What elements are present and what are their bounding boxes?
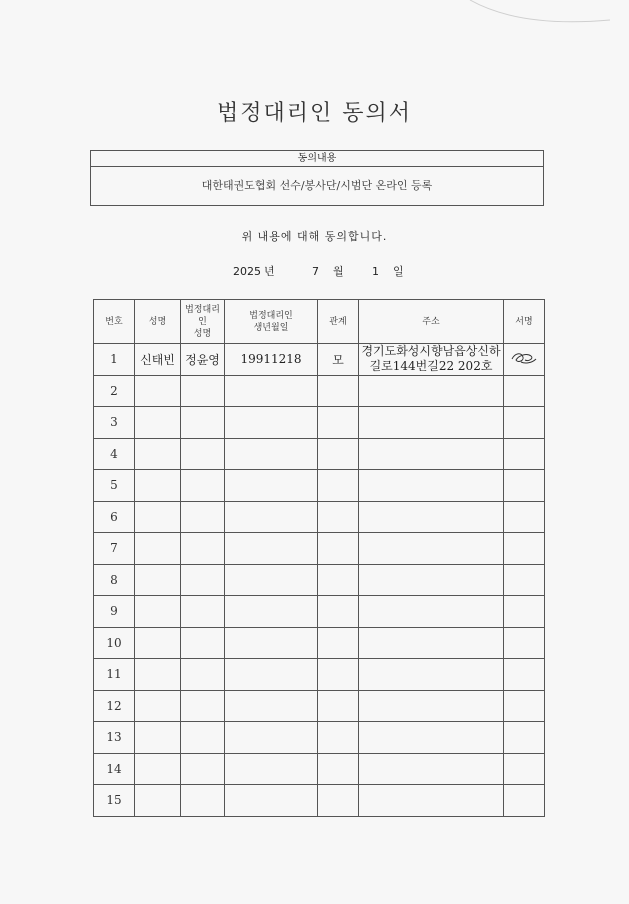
cell-relation xyxy=(318,627,359,659)
cell-name xyxy=(135,501,181,533)
cell-name xyxy=(135,722,181,754)
cell-relation xyxy=(318,596,359,628)
cell-signature xyxy=(504,375,545,407)
cell-guardian-name xyxy=(181,407,225,439)
cell-relation xyxy=(318,407,359,439)
table-row xyxy=(94,785,545,817)
cell-address xyxy=(359,438,504,470)
cell-relation xyxy=(318,722,359,754)
table-row xyxy=(94,564,545,596)
cell-name xyxy=(135,753,181,785)
cell-guardian-birth xyxy=(225,596,318,628)
table-header-row xyxy=(94,300,545,344)
cell-guardian-birth xyxy=(225,753,318,785)
cell-signature xyxy=(504,753,545,785)
cell-guardian-name xyxy=(181,722,225,754)
cell-address xyxy=(359,407,504,439)
cell-relation xyxy=(318,501,359,533)
cell-no: 14 xyxy=(94,753,135,785)
date-month xyxy=(312,263,344,279)
cell-name xyxy=(135,690,181,722)
header-guardian-name-line1: 법정대리 xyxy=(185,304,220,315)
table-row xyxy=(94,470,545,502)
table-row xyxy=(94,501,545,533)
cell-relation xyxy=(318,659,359,691)
consent-header: 동의내용 xyxy=(91,151,543,167)
cell-no: 4 xyxy=(94,438,135,470)
cell-address xyxy=(359,344,504,376)
cell-no: 15 xyxy=(94,785,135,817)
table-row xyxy=(94,722,545,754)
cell-guardian-birth xyxy=(225,627,318,659)
date-month-unit: 월 xyxy=(333,265,344,278)
cell-name xyxy=(135,533,181,565)
date-year-unit: 년 xyxy=(264,265,275,278)
cell-signature xyxy=(504,690,545,722)
cell-no: 6 xyxy=(94,501,135,533)
date-day-value: 1 xyxy=(372,265,379,278)
table-row xyxy=(94,438,545,470)
header-guardian-birth-line1: 법정대리인 xyxy=(249,310,293,321)
cell-guardian-name xyxy=(181,627,225,659)
cell-no: 1 xyxy=(94,344,135,376)
cell-relation: 모 xyxy=(318,344,359,376)
cell-no: 3 xyxy=(94,407,135,439)
header-guardian-name-line2: 인 xyxy=(198,316,207,327)
cell-guardian-birth xyxy=(225,659,318,691)
header-signature: 서명 xyxy=(504,300,545,344)
cell-name xyxy=(135,564,181,596)
table-row xyxy=(94,344,545,376)
cell-no: 7 xyxy=(94,533,135,565)
header-name: 성명 xyxy=(135,300,181,344)
guardian-table xyxy=(93,299,545,817)
cell-guardian-name xyxy=(181,690,225,722)
table-row xyxy=(94,659,545,691)
cell-address xyxy=(359,564,504,596)
cell-address xyxy=(359,470,504,502)
table-row xyxy=(94,627,545,659)
cell-guardian-birth xyxy=(225,501,318,533)
table-row xyxy=(94,753,545,785)
cell-address xyxy=(359,659,504,691)
cell-name xyxy=(135,596,181,628)
date-day-unit: 일 xyxy=(393,265,404,278)
cell-guardian-name: 정윤영 xyxy=(181,344,225,376)
cell-guardian-name xyxy=(181,375,225,407)
cell-no: 5 xyxy=(94,470,135,502)
cell-signature xyxy=(504,344,545,376)
cell-address xyxy=(359,690,504,722)
cell-name xyxy=(135,659,181,691)
date-day xyxy=(372,263,404,279)
cell-signature xyxy=(504,785,545,817)
cell-guardian-birth xyxy=(225,470,318,502)
cell-signature xyxy=(504,407,545,439)
cell-relation xyxy=(318,753,359,785)
cell-guardian-name xyxy=(181,564,225,596)
cell-guardian-name xyxy=(181,438,225,470)
address-line1: 경기도화성시향남읍상신하 xyxy=(361,344,501,359)
header-guardian-birth-line2: 생년월일 xyxy=(253,322,289,333)
cell-address xyxy=(359,375,504,407)
cell-name: 신태빈 xyxy=(135,344,181,376)
cell-address xyxy=(359,596,504,628)
cell-name xyxy=(135,470,181,502)
cell-relation xyxy=(318,690,359,722)
cell-name xyxy=(135,627,181,659)
table-row xyxy=(94,596,545,628)
cell-guardian-name xyxy=(181,659,225,691)
cell-signature xyxy=(504,501,545,533)
cell-guardian-birth: 19911218 xyxy=(225,344,318,376)
cell-signature xyxy=(504,659,545,691)
date-month-value: 7 xyxy=(312,265,319,278)
cell-guardian-name xyxy=(181,596,225,628)
header-relation: 관계 xyxy=(318,300,359,344)
table-row xyxy=(94,407,545,439)
header-guardian-name-line3: 성명 xyxy=(193,328,212,339)
cell-signature xyxy=(504,627,545,659)
cell-signature xyxy=(504,533,545,565)
cell-no: 9 xyxy=(94,596,135,628)
cell-no: 10 xyxy=(94,627,135,659)
cell-name xyxy=(135,375,181,407)
cell-guardian-birth xyxy=(225,438,318,470)
cell-guardian-birth xyxy=(225,785,318,817)
cell-address xyxy=(359,627,504,659)
table-row xyxy=(94,375,545,407)
cell-relation xyxy=(318,564,359,596)
cell-guardian-name xyxy=(181,785,225,817)
agreement-statement: 위 내용에 대해 동의합니다. xyxy=(241,230,388,243)
handwritten-signature xyxy=(509,349,539,367)
cell-no: 2 xyxy=(94,375,135,407)
cell-address xyxy=(359,533,504,565)
cell-guardian-birth xyxy=(225,407,318,439)
table-row xyxy=(94,533,545,565)
header-guardian-birth xyxy=(225,300,318,344)
cell-no: 13 xyxy=(94,722,135,754)
cell-relation xyxy=(318,470,359,502)
cell-name xyxy=(135,407,181,439)
cell-no: 11 xyxy=(94,659,135,691)
cell-signature xyxy=(504,596,545,628)
cell-relation xyxy=(318,375,359,407)
cell-guardian-birth xyxy=(225,533,318,565)
header-guardian-name xyxy=(181,300,225,344)
cell-signature xyxy=(504,438,545,470)
cell-no: 8 xyxy=(94,564,135,596)
cell-guardian-name xyxy=(181,753,225,785)
cell-guardian-name xyxy=(181,533,225,565)
cell-address xyxy=(359,722,504,754)
address-line2: 길로144번길22 202호 xyxy=(369,359,493,374)
table-row xyxy=(94,690,545,722)
header-no: 번호 xyxy=(94,300,135,344)
cell-signature xyxy=(504,470,545,502)
cell-no: 12 xyxy=(94,690,135,722)
consent-body: 대한태권도협회 선수/봉사단/시범단 온라인 등록 xyxy=(201,179,433,192)
cell-name xyxy=(135,438,181,470)
cell-signature xyxy=(504,564,545,596)
cell-guardian-name xyxy=(181,470,225,502)
date-year-value: 2025 xyxy=(233,265,261,278)
cell-relation xyxy=(318,785,359,817)
document-title: 법정대리인 동의서 xyxy=(216,101,412,126)
cell-signature xyxy=(504,722,545,754)
cell-guardian-birth xyxy=(225,375,318,407)
consent-box xyxy=(90,150,544,206)
cell-address xyxy=(359,501,504,533)
date-year xyxy=(233,263,275,279)
cell-guardian-birth xyxy=(225,690,318,722)
cell-address xyxy=(359,785,504,817)
cell-name xyxy=(135,785,181,817)
cell-address xyxy=(359,753,504,785)
page-corner-mark xyxy=(460,0,620,30)
cell-relation xyxy=(318,438,359,470)
cell-guardian-birth xyxy=(225,564,318,596)
cell-guardian-birth xyxy=(225,722,318,754)
cell-relation xyxy=(318,533,359,565)
cell-guardian-name xyxy=(181,501,225,533)
header-address: 주소 xyxy=(359,300,504,344)
